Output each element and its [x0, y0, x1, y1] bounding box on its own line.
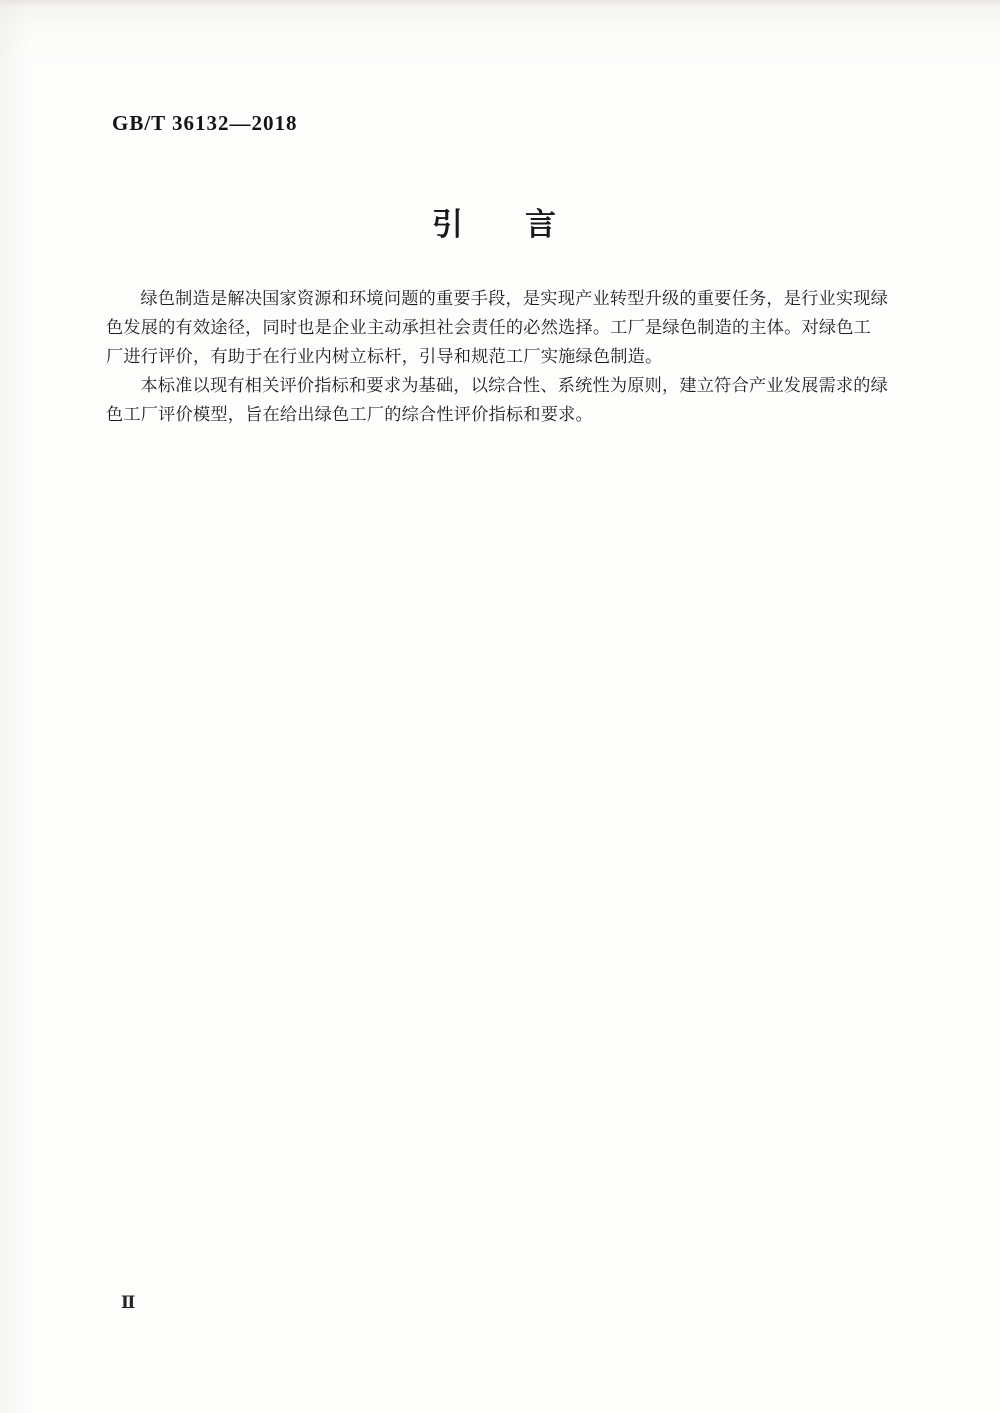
standard-code: GB/T 36132—2018 — [112, 111, 298, 135]
paragraph-1 — [106, 284, 889, 371]
page-number: Ⅱ — [121, 1293, 136, 1313]
text-line: 色工厂评价模型，旨在给出绿色工厂的综合性评价指标和要求。 — [106, 405, 593, 424]
introduction-body — [106, 284, 889, 429]
text-line: 色发展的有效途径，同时也是企业主动承担社会责任的必然选择。工厂是绿色制造的主体。对绿色工 — [106, 318, 872, 337]
text-line: 本标准以现有相关评价指标和要求为基础，以综合性、系统性为原则，建立符合产业发展需求的绿 — [140, 376, 889, 395]
text-line: 厂进行评价，有助于在行业内树立标杆，引导和规范工厂实施绿色制造。 — [106, 347, 663, 366]
paragraph-2 — [106, 371, 889, 429]
text-line: 绿色制造是解决国家资源和环境问题的重要手段，是实现产业转型升级的重要任务，是行业实现绿 — [140, 289, 889, 308]
page-title: 引 言 — [432, 207, 556, 242]
